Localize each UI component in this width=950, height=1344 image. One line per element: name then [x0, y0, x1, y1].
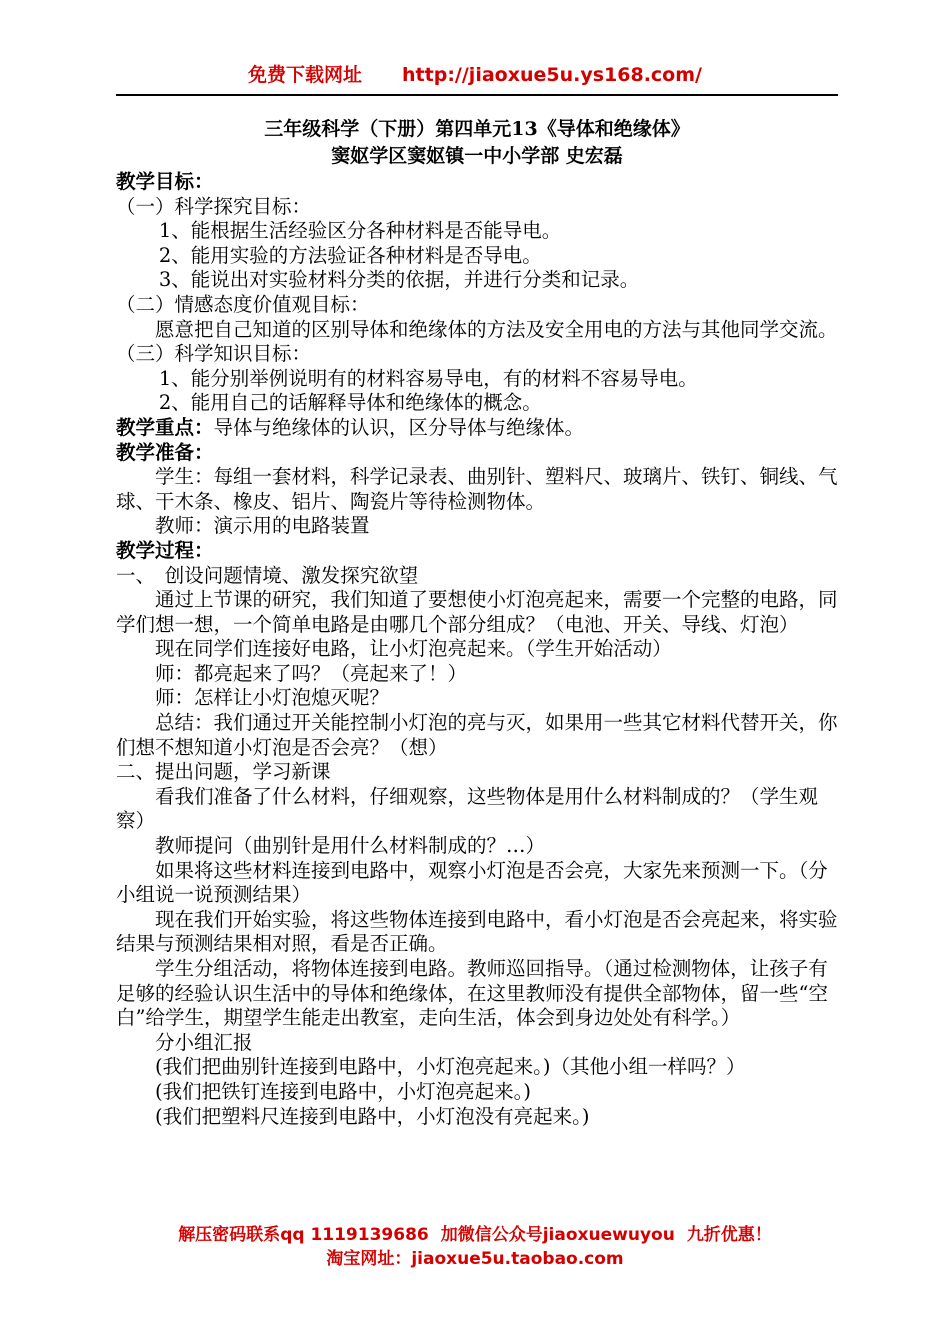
goal-3-item: 2、能用自己的话解释导体和绝缘体的概念。: [158, 391, 542, 415]
author-line: 窦妪学区窦妪镇一中小学部 史宏磊: [331, 145, 623, 167]
goal-1-item: 2、能用实验的方法验证各种材料是否导电。: [158, 243, 542, 267]
download-url-link[interactable]: http://jiaoxue5u.ys168.com/: [402, 64, 702, 86]
section-2-paragraph: (我们把塑料尺连接到电路中，小灯泡没有亮起来。): [155, 1104, 590, 1128]
section-1-paragraph: 通过上节课的研究，我们知道了要想使小灯泡亮起来，需要一个完整的电路，同学们想一想，一个简单电路是由哪几个部分组成？（电池、开关、导线、灯泡）: [116, 588, 838, 636]
footer-qq: qq 1119139686: [280, 1225, 429, 1245]
section-2-paragraph: (我们把曲别针连接到电路中，小灯泡亮起来。)（其他小组一样吗？）: [155, 1055, 746, 1079]
goal-1-item: 3、能说出对实验材料分类的依据，并进行分类和记录。: [158, 268, 640, 292]
section-2-paragraph: 教师提问（曲别针是用什么材料制成的？…）: [155, 834, 546, 858]
section-2-heading: 二、提出问题，学习新课: [116, 760, 331, 784]
download-header: [0, 60, 950, 87]
section-2-paragraph: 看我们准备了什么材料，仔细观察，这些物体是用什么材料制成的？（学生观察）: [116, 784, 819, 833]
goal-1-heading: （一）科学探究目标：: [116, 194, 312, 218]
footer-contact-line: [0, 1220, 950, 1245]
key-point-line: [116, 416, 838, 441]
prep-heading: 教学准备：: [116, 440, 214, 464]
download-label: 免费下载网址: [248, 64, 363, 86]
footer-taobao-line: [0, 1244, 950, 1269]
section-1-paragraph: 师：都亮起来了吗？（亮起来了！）: [155, 661, 468, 685]
section-1-heading: 一、 创设问题情境、激发探究欲望: [116, 563, 419, 587]
footer-taobao-label: 淘宝网址：: [326, 1249, 412, 1269]
prep-student: 学生：每组一套材料，科学记录表、曲别针、塑料尺、玻璃片、铁钉、铜线、气球、干木条、橡皮、铝片、陶瓷片等待检测物体。: [116, 465, 838, 513]
goal-2-text: 愿意把自己知道的区别导体和绝缘体的方法及安全用电的方法与其他同学交流。: [155, 317, 838, 341]
process-heading: 教学过程：: [116, 538, 214, 562]
footer-password-text: 解压密码联系: [178, 1225, 281, 1245]
goal-2-heading: （二）情感态度价值观目标：: [116, 292, 370, 316]
goal-1-item: 1、能根据生活经验区分各种材料是否能导电。: [158, 219, 562, 243]
section-2-paragraph: 现在我们开始实验，将这些物体连接到电路中，看小灯泡是否会亮起来，将实验结果与预测结果相对照，看是否正确。: [116, 907, 838, 956]
section-2-paragraph: 如果将这些材料连接到电路中，观察小灯泡是否会亮，大家先来预测一下。（分小组说一说预测结果）: [116, 858, 828, 907]
section-2-paragraph: 学生分组活动，将物体连接到电路。教师巡回指导。（通过检测物体，让孩子有足够的经验认识生活中的导体和绝缘体，在这里教师没有提供全部物体，留一些“空白”给学生，期望学生能走出教室，走向生活，体会到身边处处有科学。）: [116, 957, 828, 1030]
footer-wechat-id: jiaoxuewuyou: [542, 1225, 675, 1245]
footer-discount: 九折优惠！: [686, 1225, 772, 1245]
section-1-paragraph: 总结：我们通过开关能控制小灯泡的亮与灭，如果用一些其它材料代替开关，你们想不想知道小灯泡是否会亮？（想）: [116, 711, 838, 759]
section-1-paragraph: 现在同学们连接好电路，让小灯泡亮起来。（学生开始活动）: [155, 637, 672, 661]
goal-3-item: 1、能分别举例说明有的材料容易导电，有的材料不容易导电。: [158, 366, 698, 390]
key-point-label: 教学重点：: [116, 415, 214, 439]
key-point-text: 导体与绝缘体的认识，区分导体与绝缘体。: [213, 415, 585, 439]
goal-3-heading: （三）科学知识目标：: [116, 342, 312, 366]
lesson-title: 三年级科学（下册）第四单元13《导体和绝缘体》: [264, 118, 690, 140]
header-divider: [116, 94, 838, 96]
lesson-document: [116, 116, 838, 1129]
section-2-paragraph: 分小组汇报: [155, 1030, 253, 1054]
prep-teacher: 教师：演示用的电路装置: [155, 514, 370, 538]
footer-wechat-text: 加微信公众号: [440, 1225, 543, 1245]
footer-taobao-link[interactable]: jiaoxue5u.taobao.com: [411, 1249, 624, 1269]
section-2-paragraph: (我们把铁钉连接到电路中，小灯泡亮起来。): [155, 1079, 531, 1103]
section-1-paragraph: 师：怎样让小灯泡熄灭呢？: [155, 686, 390, 710]
goals-heading: 教学目标：: [116, 170, 214, 193]
